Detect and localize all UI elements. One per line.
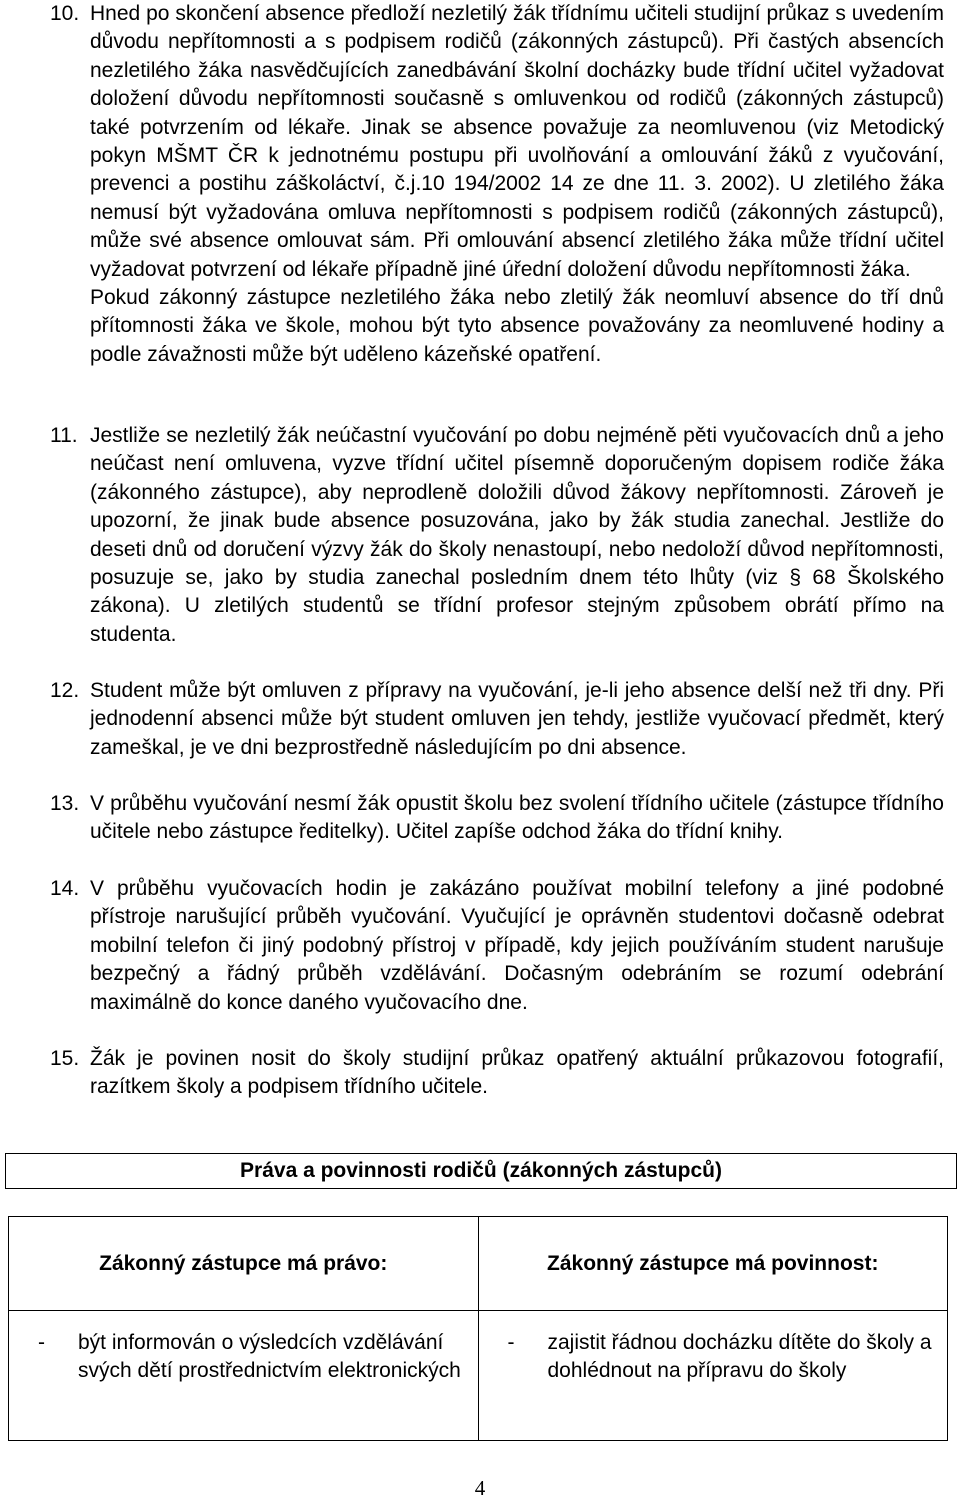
item-number: 10. bbox=[50, 2, 80, 25]
table-row bbox=[9, 1311, 948, 1441]
item-number: 11. bbox=[50, 424, 78, 447]
paragraph: V průběhu vyučovacích hodin je zakázáno používat mobilní telefony a jiné podobné přístroje narušující průběh vyučování. Vyučující je oprávněn studentovi dočasně odebrat mobilní telefon či jiný podobný přístroj v případě, kdy jejich používáním student narušuje bezpečný a řádný průběh vzdělávání. Dočasným odebráním se rozumí odebrání maximálně do konce daného vyučovacího dne. bbox=[90, 877, 944, 1014]
item-text bbox=[90, 875, 944, 1017]
item-number: 12. bbox=[50, 679, 80, 702]
paragraph: Student může být omluven z přípravy na vyučování, je-li jeho absence delší než tři dny. Při jednodenní absenci může být student omluven jen tehdy, jestliže vyučovací předmět, který zameškal, je ve dni bezprostředně následujícím po dni absence. bbox=[90, 679, 944, 759]
rule-item-13 bbox=[0, 790, 944, 847]
list-item bbox=[480, 1329, 947, 1386]
item-text bbox=[90, 677, 944, 762]
item-number: 14. bbox=[50, 877, 80, 900]
item-text bbox=[90, 790, 944, 847]
rule-item-12 bbox=[0, 677, 944, 762]
section-title: Práva a povinnosti rodičů (zákonných zástupců) bbox=[5, 1153, 957, 1189]
item-text bbox=[90, 1045, 944, 1102]
paragraph: Žák je povinen nosit do školy studijní průkaz opatřený aktuální průkazovou fotografií, razítkem školy a podpisem třídního učitele. bbox=[90, 1047, 944, 1099]
rule-item-14 bbox=[0, 875, 944, 1017]
rights-duties-table bbox=[8, 1216, 948, 1441]
item-number: 15. bbox=[50, 1047, 80, 1070]
paragraph: V průběhu vyučování nesmí žák opustit školu bez svolení třídního učitele (zástupce třídního učitele nebo zástupce ředitelky). Učitel zapíše odchod žáka do třídní knihy. bbox=[90, 792, 944, 844]
rule-item-11 bbox=[0, 422, 944, 649]
rule-item-15 bbox=[0, 1045, 944, 1102]
rule-item-10 bbox=[0, 0, 944, 369]
rights-header: Zákonný zástupce má právo: bbox=[9, 1217, 479, 1311]
list-dash: - bbox=[507, 1331, 515, 1354]
duties-cell bbox=[478, 1311, 948, 1441]
list-item bbox=[10, 1329, 477, 1386]
item-text bbox=[90, 0, 944, 369]
duties-header: Zákonný zástupce má povinnost: bbox=[478, 1217, 948, 1311]
table-header-row bbox=[9, 1217, 948, 1311]
page-number: 4 bbox=[474, 1476, 486, 1500]
paragraph: Jestliže se nezletilý žák neúčastní vyučování po dobu nejméně pěti vyučovacích dnů a jeho neúčast není omluvena, vyzve třídní učitel písemně doporučeným dopisem rodiče žáka (zákonného zástupce), aby neprodleně doložili důvod žákovy nepřítomnosti. Zároveň je upozorní, že jinak bude absence posuzována, jako by žák studia zanechal. Jestliže do deseti dnů od doručení výzvy žák do školy nenastoupí, nebo nedoloží důvod nepřítomnosti, posuzuje se, jako by studia zanechal posledním dnem této lhůty (viz § 68 Školského zákona). U zletilých studentů se třídní profesor stejným způsobem obrátí přímo na studenta. bbox=[90, 424, 944, 646]
list-text: zajistit řádnou docházku dítěte do školy a dohlédnout na přípravu do školy bbox=[547, 1331, 932, 1383]
paragraph: Pokud zákonný zástupce nezletilého žáka nebo zletilý žák neomluví absence do tří dnů přítomnosti žáka ve škole, mohou být tyto absence považovány za neomluvené hodiny a podle závažnosti může být uděleno kázeňské opatření. bbox=[90, 286, 944, 366]
item-number: 13. bbox=[50, 792, 80, 815]
paragraph: Hned po skončení absence předloží nezletilý žák třídnímu učiteli studijní průkaz s uvedením důvodu nepřítomnosti a s podpisem rodičů (zákonných zástupců). Při častých absencích nezletilého žáka nasvědčujících zanedbávání školní docházky bude třídní učitel vyžadovat doložení důvodu nepřítomnosti současně s omluvenkou od rodičů (zákonných zástupců) také potvrzením od lékaře. Jinak se absence považuje za neomluvenou (viz Metodický pokyn MŠMT ČR k jednotnému postupu při uvolňování a omlouvání žáků z vyučování, prevenci a postihu záškoláctví, č.j.10 194/2002 14 ze dne 11. 3. 2002). U zletilého žáka nemusí být vyžadována omluva nepřítomnosti s podpisem rodičů (zákonných zástupců), může své absence omlouvat sám. Při omlouvání absencí zletilého žáka může třídní učitel vyžadovat potvrzení od lékaře případně jiné úřední doložení důvodu nepřítomnosti žáka. bbox=[90, 2, 944, 281]
item-text bbox=[90, 422, 944, 649]
list-text: být informován o výsledcích vzdělávání svých dětí prostřednictvím elektronických bbox=[78, 1331, 461, 1383]
list-dash: - bbox=[38, 1331, 45, 1354]
rights-cell bbox=[9, 1311, 479, 1441]
